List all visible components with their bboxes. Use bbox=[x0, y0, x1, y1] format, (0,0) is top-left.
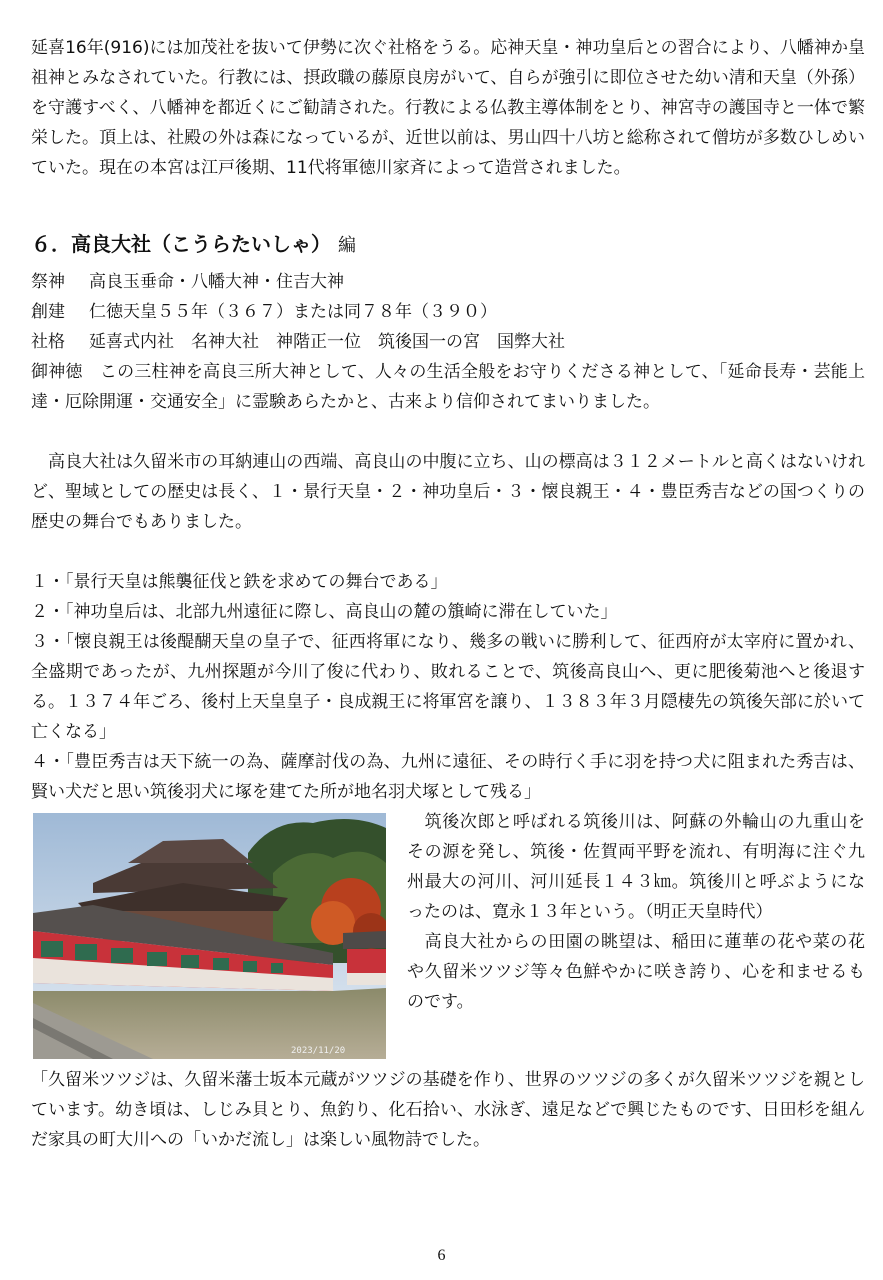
photo-side-text bbox=[407, 807, 865, 1017]
azalea-paragraph: 「久留米ツツジは、久留米藩士坂本元蔵がツツジの基礎を作り、世界のツツジの多くが久留米ツツジを親としています。幼き頃は、しじみ貝とり、魚釣り、化石拾い、水泳ぎ、遠足などで興じたものです、日田杉を組んだ家具の町大川への「いかだ流し」は楽しい風物詩でした。 bbox=[31, 1070, 865, 1150]
fact-row bbox=[31, 327, 865, 357]
fact-value: 高良玉垂命・八幡大神・住吉大神 bbox=[89, 272, 344, 292]
list-item: ２・「神功皇后は、北部九州遠征に際し、高良山の麓の籏崎に滞在していた」 bbox=[31, 602, 618, 622]
goshintoku-text: この三柱神を高良三所大神として、人々の生活全般をお守りくださる神として、「延命長寿・芸能上達・厄除開運・交通安全」に霊験あらたかと、古来より信仰されてまいりました。 bbox=[31, 362, 866, 412]
view-paragraph: 高良大社からの田園の眺望は、稲田に蓮華の花や菜の花や久留米ツツジ等々色鮮やかに咲き誇り、心を和ませるものです。 bbox=[407, 932, 865, 1012]
list-item: ３・「懐良親王は後醍醐天皇の皇子で、征西将軍になり、幾多の戦いに勝利して、征西府が太宰府に置かれ、全盛期であったが、九州探題が今川了俊に代わり、敗れることで、筑後高良山へ、更に肥後菊池へと後退する。１３７４年ごろ、後村上天皇皇子・良成親王に将軍宮を譲り、１３８３年３月隠棲先の筑後矢部に於いて亡くなる」 bbox=[31, 632, 865, 742]
intro-paragraph: 延喜16年(916)には加茂社を抜いて伊勢に次ぐ社格をうる。応神天皇・神功皇后との習合により、八幡神か皇祖神とみなされていた。行教には、摂政職の藤原良房がいて、自らが強引に即位させた幼い清和天皇（外孫）を守護すべく、八幡神を都近くにご勧請された。行教による仏教主導体制をとり、神宮寺の護国寺と一体で繁栄した。頂上は、社殿の外は森になっているが、近世以前は、男山四十八坊と総称されて僧坊が多数ひしめいていた。現在の本宮は江戸後期、11代将軍徳川家斉によって造営されました。 bbox=[31, 38, 865, 178]
river-paragraph: 筑後次郎と呼ばれる筑後川は、阿蘇の外輪山の九重山をその源を発し、筑後・佐賀両平野を流れ、有明海に注ぐ九州最大の河川、河川延長１４３㎞。筑後川と呼ぶようになったのは、寛永１３年という。（明正天皇時代） bbox=[407, 812, 865, 922]
fact-label: 創建 bbox=[31, 302, 65, 322]
fact-value: 仁徳天皇５５年（３６７）または同７８年（３９０） bbox=[89, 302, 497, 322]
goshintoku-paragraph bbox=[31, 357, 865, 417]
fact-label: 祭神 bbox=[31, 272, 65, 292]
history-paragraph: 高良大社は久留米市の耳納連山の西端、高良山の中腹に立ち、山の標高は３１２メートルと高くはないけれど、聖域としての歴史は長く、１・景行天皇・２・神功皇后・３・懐良親王・４・豊臣秀吉などの国つくりの歴史の舞台でもありました。 bbox=[31, 452, 865, 532]
list-item: ４・「豊臣秀吉は天下統一の為、薩摩討伐の為、九州に遠征、その時行く手に羽を持つ犬に阻まれた秀吉は、賢い犬だと思い筑後羽犬に塚を建てた所が地名羽犬塚として残る」 bbox=[31, 752, 865, 802]
section-title-suffix: 編 bbox=[337, 235, 356, 256]
photo-and-text bbox=[31, 807, 865, 1065]
section-title: ６．高良大社（こうらたいしゃ） bbox=[31, 232, 331, 256]
page-number: 6 bbox=[437, 1247, 446, 1264]
fact-row bbox=[31, 267, 865, 297]
section-heading bbox=[31, 229, 865, 261]
shrine-photo bbox=[33, 813, 386, 1059]
photo-timestamp: 2023/11/20 bbox=[291, 1046, 346, 1056]
document-page bbox=[31, 33, 865, 1155]
fact-value: 延喜式内社 名神大社 神階正一位 筑後国一の宮 国弊大社 bbox=[89, 332, 565, 352]
fact-row bbox=[31, 297, 865, 327]
list-item: １・「景行天皇は熊襲征伐と鉄を求めての舞台である」 bbox=[31, 572, 448, 592]
fact-label: 社格 bbox=[31, 332, 65, 352]
goshintoku-label: 御神徳 bbox=[31, 362, 83, 382]
